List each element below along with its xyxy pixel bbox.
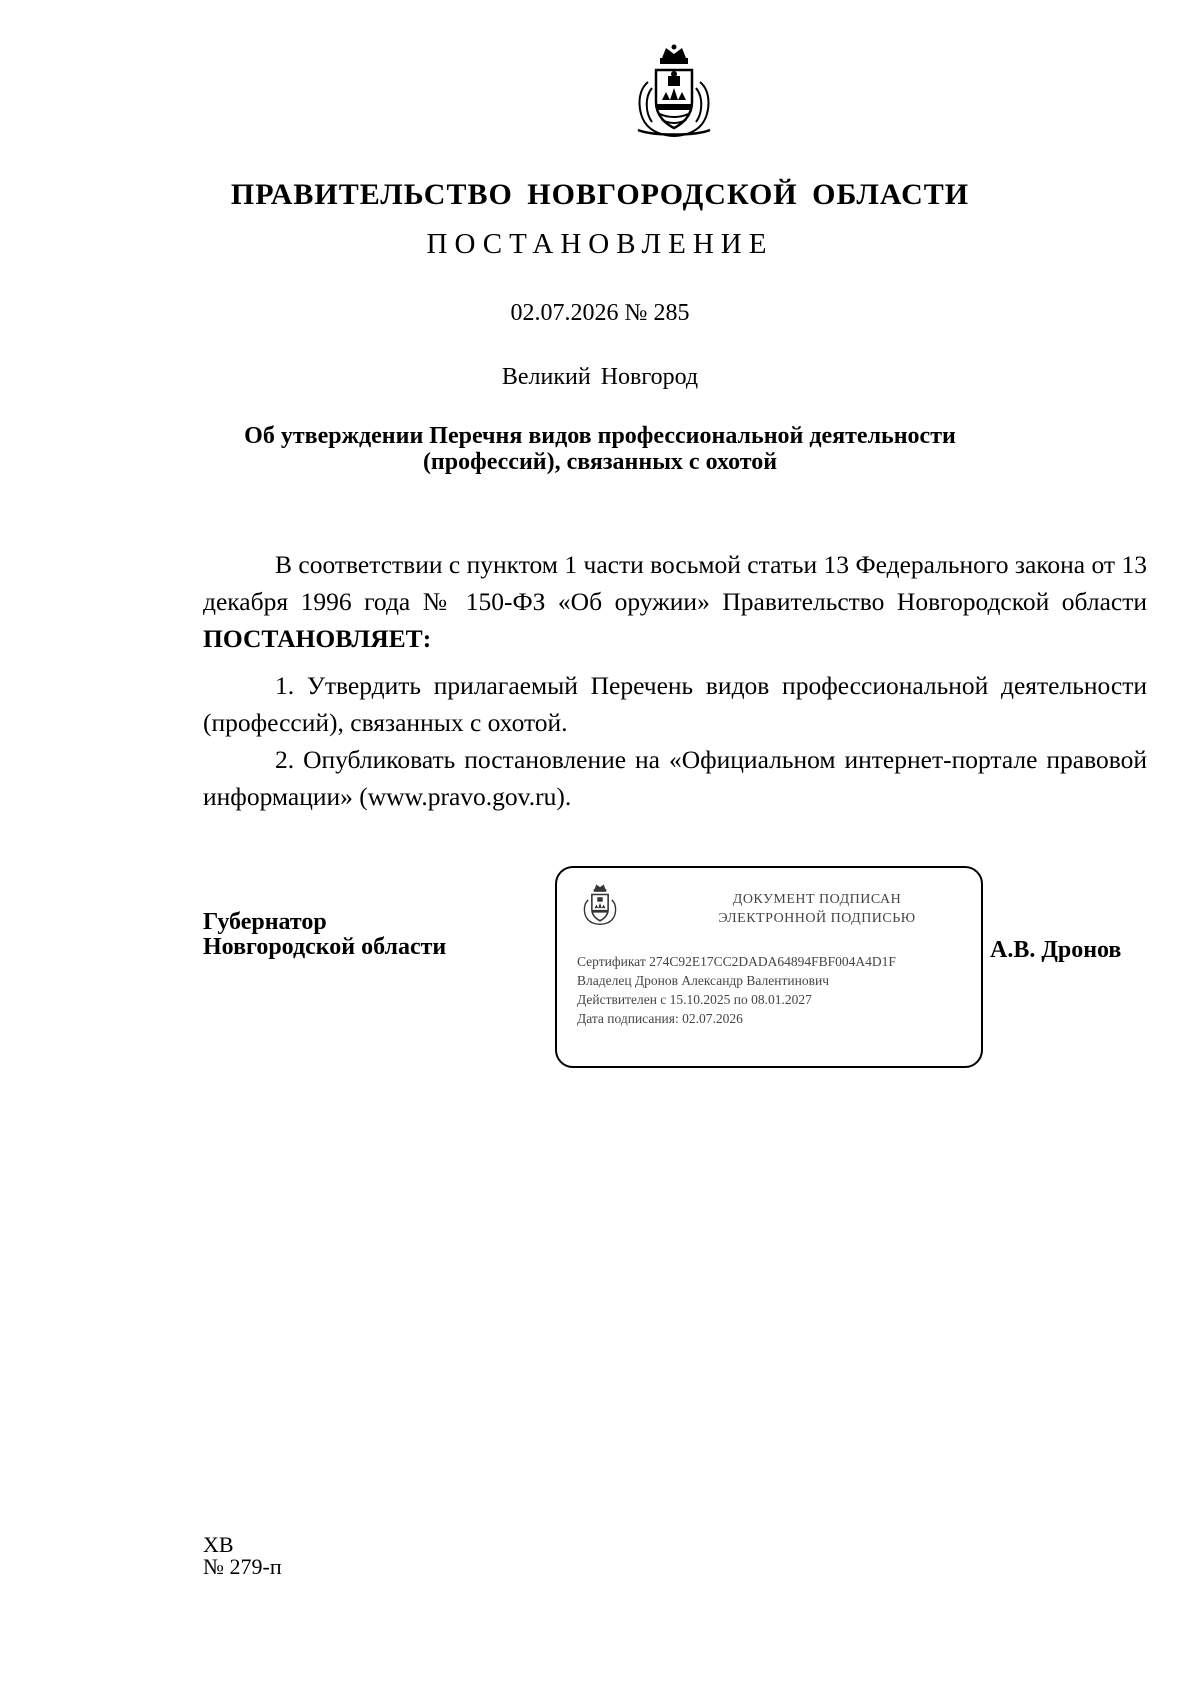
coat-of-arms-icon bbox=[632, 44, 716, 138]
stamp-coat-of-arms-icon bbox=[581, 882, 619, 926]
signatory-role-line-2: Новгородской области bbox=[203, 934, 447, 960]
stamp-signed-date: Дата подписания: 02.07.2026 bbox=[577, 1011, 743, 1026]
document-subject bbox=[0, 423, 1200, 475]
paragraph-item-1 bbox=[203, 667, 1147, 741]
city: Великий Новгород bbox=[501, 364, 699, 390]
electronic-signature-stamp bbox=[555, 866, 983, 1068]
stamp-title-line-2: ЭЛЕКТРОННОЙ ПОДПИСЬЮ bbox=[718, 911, 916, 926]
stamp-details bbox=[577, 952, 977, 1028]
stamp-validity: Действителен с 15.10.2025 по 08.01.2027 bbox=[577, 992, 812, 1007]
item-2-text: 2. Опубликовать постановление на «Официальном интернет-портале правовой информации» (www.pravo.gov.ru). bbox=[203, 745, 1147, 811]
preamble-resolves: ПОСТАНОВЛЯЕТ: bbox=[203, 624, 432, 653]
signatory-name: А.В. Дронов bbox=[990, 937, 1122, 963]
executor-initials: ХВ bbox=[203, 1532, 234, 1557]
stamp-certificate: Сертификат 274C92E17CC2DADA64894FBF004A4D1F bbox=[577, 954, 896, 969]
stamp-owner: Владелец Дронов Александр Валентинович bbox=[577, 973, 829, 988]
signatory-role-line-1: Губернатор bbox=[203, 909, 327, 935]
paragraph-preamble bbox=[203, 546, 1147, 657]
document-type: ПОСТАНОВЛЕНИЕ bbox=[426, 228, 774, 260]
signatory-role bbox=[203, 910, 446, 960]
subject-line-1: Об утверждении Перечня видов профессиональной деятельности bbox=[244, 423, 956, 449]
government-title: ПРАВИТЕЛЬСТВО НОВГОРОДСКОЙ ОБЛАСТИ bbox=[230, 178, 970, 211]
stamp-title-line-1: ДОКУМЕНТ ПОДПИСАН bbox=[732, 892, 902, 907]
stamp-title bbox=[667, 890, 967, 928]
preamble-text: В соответствии с пунктом 1 части восьмой статьи 13 Федерального закона от 13 декабря 1996 года № 150-ФЗ «Об оружии» Правительство Новгородской области bbox=[203, 550, 1147, 616]
registration-number: № 279-п bbox=[203, 1554, 282, 1579]
subject-line-2: (профессий), связанных с охотой bbox=[422, 449, 778, 475]
item-1-text: 1. Утвердить прилагаемый Перечень видов профессиональной деятельности (профессий), связанных с охотой. bbox=[203, 671, 1147, 737]
date-and-number: 02.07.2026 № 285 bbox=[510, 300, 690, 326]
footer-registration bbox=[203, 1534, 282, 1578]
paragraph-item-2 bbox=[203, 741, 1147, 815]
